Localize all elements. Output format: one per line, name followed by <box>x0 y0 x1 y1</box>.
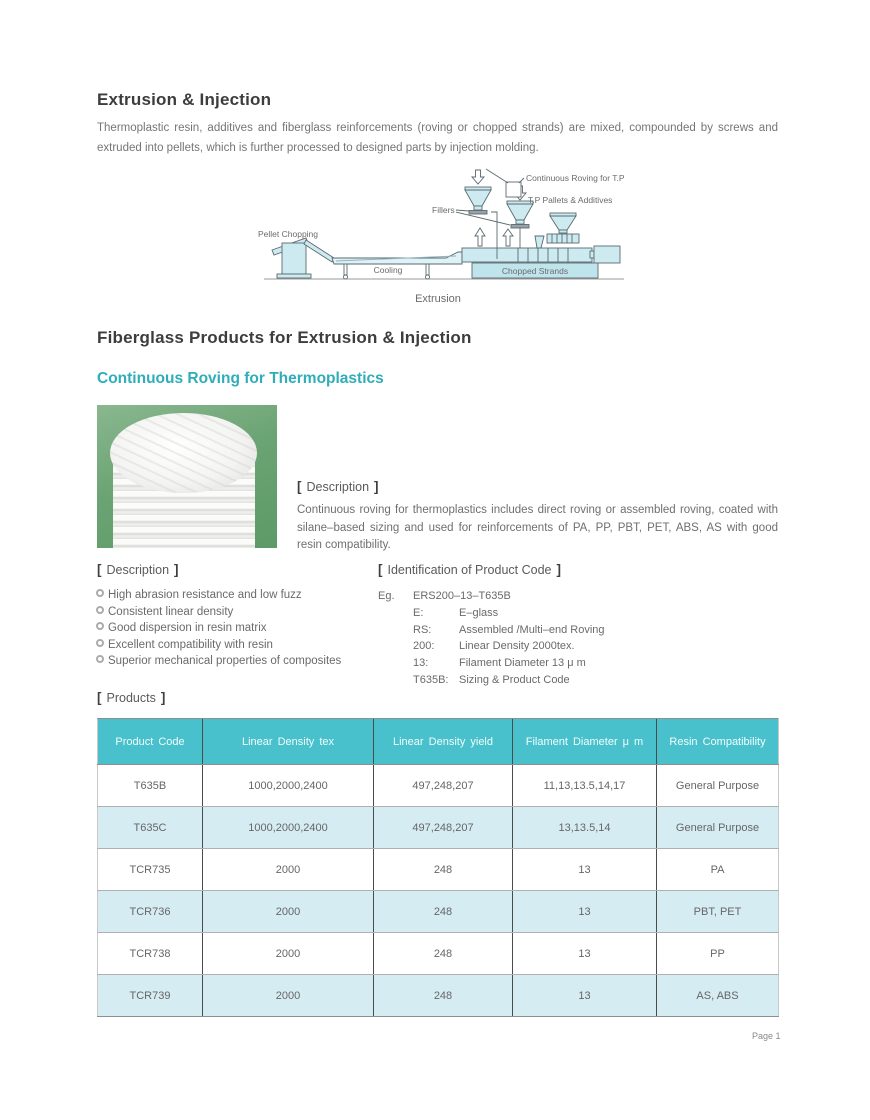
table-cell: 2000 <box>203 891 374 933</box>
ring-bullet-icon <box>96 589 104 597</box>
ring-bullet-icon <box>96 606 104 614</box>
diagram-label-pellet-chopping: Pellet Chopping <box>258 229 319 239</box>
table-cell: TCR739 <box>98 975 203 1017</box>
table-cell: 248 <box>374 933 513 975</box>
example-code-row: Eg. ERS200–13–T635B <box>378 588 605 605</box>
table-row <box>98 975 779 1017</box>
col-linear-density-yield: Linear Density yield <box>374 719 513 765</box>
id-row: 13: Filament Diameter 13 μ m <box>413 657 586 670</box>
table-cell: General Purpose <box>657 765 779 807</box>
hopper-icon <box>547 213 579 243</box>
extrusion-process-diagram <box>256 166 668 293</box>
col-filament-diameter: Filament Diameter μ m <box>513 719 657 765</box>
roving-package-icon <box>486 169 521 197</box>
diagram-label-chopped-strands: Chopped Strands <box>501 266 569 276</box>
table-cell: 13 <box>513 891 657 933</box>
feature-item: Consistent linear density <box>96 604 341 621</box>
diagram-label-tp-pallets: T.P Pallets & Additives <box>528 195 613 205</box>
page-number: Page 1 <box>752 1031 781 1041</box>
description-right-text: Continuous roving for thermoplastics includes direct roving or assembled roving, coated with silane–based sizing and used for reinforcements of PA, PP, PBT, PET, ABS, AS with good resin compatibility. <box>297 504 778 552</box>
id-row: 200: Linear Density 2000tex. <box>413 640 575 653</box>
feature-item: Superior mechanical properties of composites <box>96 653 341 670</box>
table-cell: TCR735 <box>98 849 203 891</box>
identification-label: [ Identification of Product Code ] <box>378 562 561 577</box>
ring-bullet-icon <box>96 639 104 647</box>
table-cell: 1000,2000,2400 <box>203 807 374 849</box>
col-product-code: Product Code <box>98 719 203 765</box>
table-cell: 248 <box>374 849 513 891</box>
id-row: RS: Assembled /Multi–end Roving <box>413 623 605 636</box>
identification-block <box>378 588 605 689</box>
table-cell: T635B <box>98 765 203 807</box>
table-cell: 1000,2000,2400 <box>203 765 374 807</box>
id-row: T635B: Sizing & Product Code <box>413 673 570 686</box>
products-table <box>97 718 779 1017</box>
vent-arrow-icon <box>475 228 513 246</box>
diagram-label-cooling: Cooling <box>373 265 403 275</box>
feature-item: Good dispersion in resin matrix <box>96 620 341 637</box>
table-cell: TCR738 <box>98 933 203 975</box>
table-cell: 497,248,207 <box>374 807 513 849</box>
table-cell: 13,13.5,14 <box>513 807 657 849</box>
table-cell: PP <box>657 933 779 975</box>
col-resin-compatibility: Resin Compatibility <box>657 719 779 765</box>
table-cell: 2000 <box>203 975 374 1017</box>
table-cell: 11,13,13.5,14,17 <box>513 765 657 807</box>
table-cell: T635C <box>98 807 203 849</box>
diagram-label-continuous-roving: Continuous Roving for T.P <box>526 173 625 183</box>
feature-list <box>96 587 341 670</box>
example-code: ERS200–13–T635B <box>413 590 511 602</box>
diagram-caption: Extrusion <box>415 293 461 305</box>
feature-item: High abrasion resistance and low fuzz <box>96 587 341 604</box>
table-cell: 2000 <box>203 933 374 975</box>
table-row <box>98 891 779 933</box>
table-row <box>98 765 779 807</box>
section-heading: Fiberglass Products for Extrusion & Injection <box>97 328 472 347</box>
ring-bullet-icon <box>96 622 104 630</box>
table-cell: PA <box>657 849 779 891</box>
product-photo <box>97 405 277 548</box>
table-cell: 13 <box>513 849 657 891</box>
table-cell: 497,248,207 <box>374 765 513 807</box>
table-cell: 13 <box>513 933 657 975</box>
table-row <box>98 933 779 975</box>
subsection-heading: Continuous Roving for Thermoplastics <box>97 370 384 387</box>
table-cell: 2000 <box>203 849 374 891</box>
description-right-label: [ Description ] <box>297 479 379 494</box>
table-cell: AS, ABS <box>657 975 779 1017</box>
table-cell: 248 <box>374 975 513 1017</box>
products-label: [ Products ] <box>97 690 166 705</box>
table-cell: TCR736 <box>98 891 203 933</box>
description-left-label: [ Description ] <box>97 562 179 577</box>
feature-item: Excellent compatibility with resin <box>96 637 341 654</box>
id-row: E: E–glass <box>413 606 499 619</box>
table-cell: General Purpose <box>657 807 779 849</box>
main-title: Extrusion & Injection <box>97 90 272 109</box>
intro-paragraph: Thermoplastic resin, additives and fiberglass reinforcements (roving or chopped strands) are mixed, compounded by screws and extruded into pellets, which is further processed to designed parts by injection molding. <box>97 122 778 154</box>
table-row <box>98 807 779 849</box>
diagram-label-fillers: Fillers <box>432 205 455 215</box>
ring-bullet-icon <box>96 655 104 663</box>
table-cell: 248 <box>374 891 513 933</box>
table-cell: PBT, PET <box>657 891 779 933</box>
table-cell: 13 <box>513 975 657 1017</box>
table-header-row <box>98 719 779 765</box>
table-row <box>98 849 779 891</box>
col-linear-density-tex: Linear Density tex <box>203 719 374 765</box>
